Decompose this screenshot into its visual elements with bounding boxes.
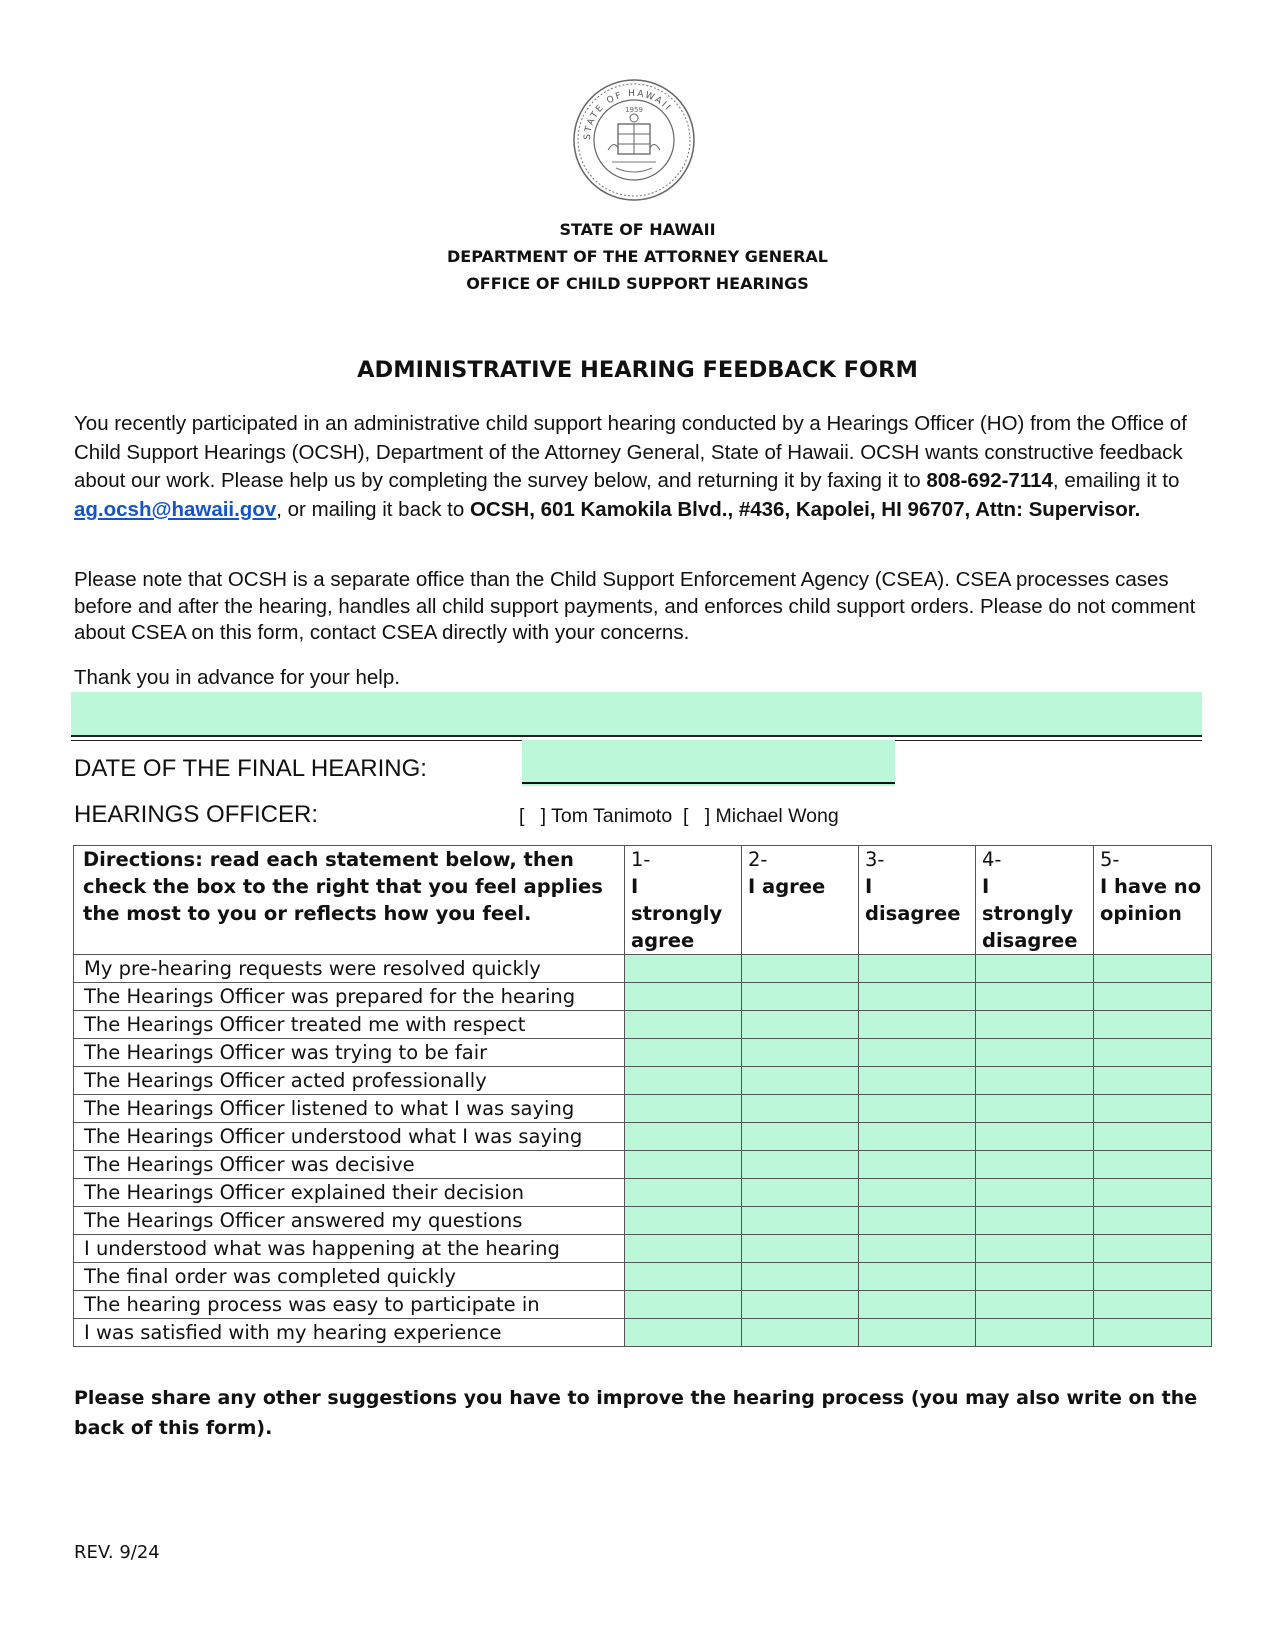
survey-statement: The Hearings Officer was decisive (74, 1151, 625, 1179)
rating-checkbox-5[interactable] (1094, 1067, 1212, 1095)
rating-checkbox-2[interactable] (742, 1235, 859, 1263)
survey-statement: The Hearings Officer was trying to be fair (74, 1039, 625, 1067)
survey-row (74, 955, 1212, 983)
rating-checkbox-5[interactable] (1094, 1235, 1212, 1263)
rating-checkbox-4[interactable] (976, 1011, 1094, 1039)
rating-checkbox-2[interactable] (742, 983, 859, 1011)
rating-checkbox-1[interactable] (625, 1319, 742, 1347)
directions-header: Directions: read each statement below, then check the box to the right that you feel applies the most to you or reflects how you feel. (74, 846, 625, 955)
survey-row (74, 1207, 1212, 1235)
survey-statement: The Hearings Officer treated me with respect (74, 1011, 625, 1039)
rating-checkbox-3[interactable] (859, 1067, 976, 1095)
rating-checkbox-4[interactable] (976, 1151, 1094, 1179)
rating-checkbox-2[interactable] (742, 1011, 859, 1039)
rating-checkbox-1[interactable] (625, 955, 742, 983)
rating-checkbox-3[interactable] (859, 1319, 976, 1347)
rating-checkbox-5[interactable] (1094, 1207, 1212, 1235)
hearings-officer-label: HEARINGS OFFICER: (74, 801, 319, 828)
survey-row (74, 1235, 1212, 1263)
column-header (625, 846, 742, 955)
agency-office: OFFICE OF CHILD SUPPORT HEARINGS (466, 274, 809, 293)
column-header (976, 846, 1094, 955)
rating-checkbox-4[interactable] (976, 1095, 1094, 1123)
feedback-survey-table (73, 845, 1212, 1347)
rating-checkbox-3[interactable] (859, 1263, 976, 1291)
rating-checkbox-2[interactable] (742, 1123, 859, 1151)
rating-checkbox-5[interactable] (1094, 1039, 1212, 1067)
rating-checkbox-2[interactable] (742, 1067, 859, 1095)
hearing-date-underline (522, 782, 895, 784)
survey-header-row (74, 846, 1212, 955)
revision-label: REV. 9/24 (74, 1542, 160, 1563)
rating-checkbox-5[interactable] (1094, 1123, 1212, 1151)
rating-checkbox-5[interactable] (1094, 1263, 1212, 1291)
agency-header (0, 216, 1275, 297)
rating-checkbox-1[interactable] (625, 1151, 742, 1179)
column-number: 3- (865, 848, 885, 871)
agency-department: DEPARTMENT OF THE ATTORNEY GENERAL (446, 247, 828, 266)
survey-statement: The Hearings Officer was prepared for the hearing (74, 983, 625, 1011)
rating-checkbox-1[interactable] (625, 1095, 742, 1123)
intro-text-b: , emailing it to (1052, 469, 1180, 492)
hearings-officer-options[interactable]: [ ] Tom Tanimoto [ ] Michael Wong (519, 805, 839, 827)
rating-checkbox-5[interactable] (1094, 1179, 1212, 1207)
survey-statement: I understood what was happening at the hearing (74, 1235, 625, 1263)
rating-checkbox-5[interactable] (1094, 955, 1212, 983)
rating-checkbox-1[interactable] (625, 1263, 742, 1291)
rating-checkbox-2[interactable] (742, 955, 859, 983)
rating-checkbox-1[interactable] (625, 1123, 742, 1151)
survey-statement: The hearing process was easy to participate in (74, 1291, 625, 1319)
rating-checkbox-1[interactable] (625, 1039, 742, 1067)
hearing-date-label: DATE OF THE FINAL HEARING: (74, 755, 427, 782)
column-number: 4- (982, 848, 1002, 871)
column-label: I agree (748, 875, 826, 898)
rating-checkbox-1[interactable] (625, 983, 742, 1011)
survey-row (74, 983, 1212, 1011)
rating-checkbox-4[interactable] (976, 1039, 1094, 1067)
rating-checkbox-4[interactable] (976, 1179, 1094, 1207)
survey-row (74, 1291, 1212, 1319)
survey-row (74, 1151, 1212, 1179)
form-field-band[interactable] (71, 692, 1202, 736)
rating-checkbox-2[interactable] (742, 1151, 859, 1179)
column-header (742, 846, 859, 955)
rating-checkbox-2[interactable] (742, 1095, 859, 1123)
column-header (859, 846, 976, 955)
survey-row (74, 1179, 1212, 1207)
agency-state: STATE OF HAWAII (559, 220, 716, 239)
rating-checkbox-3[interactable] (859, 1011, 976, 1039)
svg-text:STATE OF HAWAII: STATE OF HAWAII (582, 88, 674, 141)
column-label: I disagree (865, 875, 961, 925)
column-number: 1- (631, 848, 651, 871)
rating-checkbox-4[interactable] (976, 1319, 1094, 1347)
survey-row (74, 1263, 1212, 1291)
state-seal-image (572, 78, 696, 202)
intro-text-c: , or mailing it back to (276, 497, 470, 521)
rating-checkbox-1[interactable] (625, 1011, 742, 1039)
rating-checkbox-1[interactable] (625, 1179, 742, 1207)
survey-statement: The Hearings Officer understood what I was saying (74, 1123, 625, 1151)
column-label: I have no opinion (1100, 875, 1202, 925)
hearing-date-field[interactable] (522, 740, 895, 786)
rating-checkbox-2[interactable] (742, 1207, 859, 1235)
rating-checkbox-3[interactable] (859, 1207, 976, 1235)
survey-row (74, 1067, 1212, 1095)
rating-checkbox-5[interactable] (1094, 1291, 1212, 1319)
rating-checkbox-4[interactable] (976, 1067, 1094, 1095)
rating-checkbox-5[interactable] (1094, 1319, 1212, 1347)
rating-checkbox-3[interactable] (859, 983, 976, 1011)
rating-checkbox-3[interactable] (859, 955, 976, 983)
rating-checkbox-5[interactable] (1094, 1011, 1212, 1039)
survey-statement: I was satisfied with my hearing experience (74, 1319, 625, 1347)
survey-statement: The Hearings Officer explained their decision (74, 1179, 625, 1207)
rating-checkbox-1[interactable] (625, 1207, 742, 1235)
survey-statement: The Hearings Officer acted professionally (74, 1067, 625, 1095)
rating-checkbox-3[interactable] (859, 1123, 976, 1151)
rating-checkbox-3[interactable] (859, 1179, 976, 1207)
survey-statement: The Hearings Officer answered my questions (74, 1207, 625, 1235)
rating-checkbox-2[interactable] (742, 1263, 859, 1291)
csea-note: Please note that OCSH is a separate office than the Child Support Enforcement Agency (CSEA). CSEA processes cases before and after the hearing, handles all child support payments, and enforces child support orders. Please do not comment about CSEA on this form, contact CSEA directly with your concerns. (74, 568, 1196, 644)
rating-checkbox-1[interactable] (625, 1291, 742, 1319)
rating-checkbox-4[interactable] (976, 1263, 1094, 1291)
survey-statement: The Hearings Officer listened to what I was saying (74, 1095, 625, 1123)
column-header (1094, 846, 1212, 955)
rating-checkbox-1[interactable] (625, 1235, 742, 1263)
survey-row (74, 1095, 1212, 1123)
rating-checkbox-3[interactable] (859, 1095, 976, 1123)
survey-row (74, 1039, 1212, 1067)
fax-number: 808-692-7114 (926, 469, 1053, 492)
rating-checkbox-5[interactable] (1094, 1095, 1212, 1123)
survey-row (74, 1123, 1212, 1151)
column-label: I strongly disagree (982, 875, 1078, 952)
column-number: 5- (1100, 848, 1120, 871)
rating-checkbox-4[interactable] (976, 1291, 1094, 1319)
survey-row (74, 1011, 1212, 1039)
column-label: I strongly agree (631, 875, 723, 952)
divider-rule (71, 735, 1202, 737)
rating-checkbox-5[interactable] (1094, 1151, 1212, 1179)
rating-checkbox-3[interactable] (859, 1235, 976, 1263)
rating-checkbox-2[interactable] (742, 1179, 859, 1207)
rating-checkbox-4[interactable] (976, 1123, 1094, 1151)
column-number: 2- (748, 848, 768, 871)
intro-text-a: You recently participated in an administrative child support hearing conducted by a Hearings Officer (HO) from the Office of Child Support Hearings (OCSH), Department of the Attorney General, State of Hawaii. OCSH wants constructive feedback about our work. Please help us by completing the survey below, and returning it by faxing it to (74, 412, 1187, 492)
rating-checkbox-4[interactable] (976, 1235, 1094, 1263)
rating-checkbox-3[interactable] (859, 1039, 976, 1067)
intro-paragraph (74, 410, 1204, 524)
rating-checkbox-2[interactable] (742, 1291, 859, 1319)
rating-checkbox-3[interactable] (859, 1151, 976, 1179)
rating-checkbox-2[interactable] (742, 1039, 859, 1067)
thanks-text: Thank you in advance for your help. (74, 666, 400, 689)
rating-checkbox-4[interactable] (976, 955, 1094, 983)
form-title: ADMINISTRATIVE HEARING FEEDBACK FORM (357, 357, 918, 383)
mailing-address: OCSH, 601 Kamokila Blvd., #436, Kapolei, HI 96707, Attn: Supervisor. (469, 497, 1141, 521)
email-link[interactable]: ag.ocsh@hawaii.gov (74, 497, 277, 521)
rating-checkbox-4[interactable] (976, 983, 1094, 1011)
suggestions-prompt: Please share any other suggestions you have to improve the hearing process (you may also write on the back of this form). (74, 1387, 1198, 1439)
survey-row (74, 1319, 1212, 1347)
rating-checkbox-2[interactable] (742, 1319, 859, 1347)
rating-checkbox-5[interactable] (1094, 983, 1212, 1011)
rating-checkbox-1[interactable] (625, 1067, 742, 1095)
svg-text:1959: 1959 (625, 106, 643, 114)
survey-statement: My pre-hearing requests were resolved quickly (74, 955, 625, 983)
rating-checkbox-4[interactable] (976, 1207, 1094, 1235)
rating-checkbox-3[interactable] (859, 1291, 976, 1319)
survey-statement: The final order was completed quickly (74, 1263, 625, 1291)
